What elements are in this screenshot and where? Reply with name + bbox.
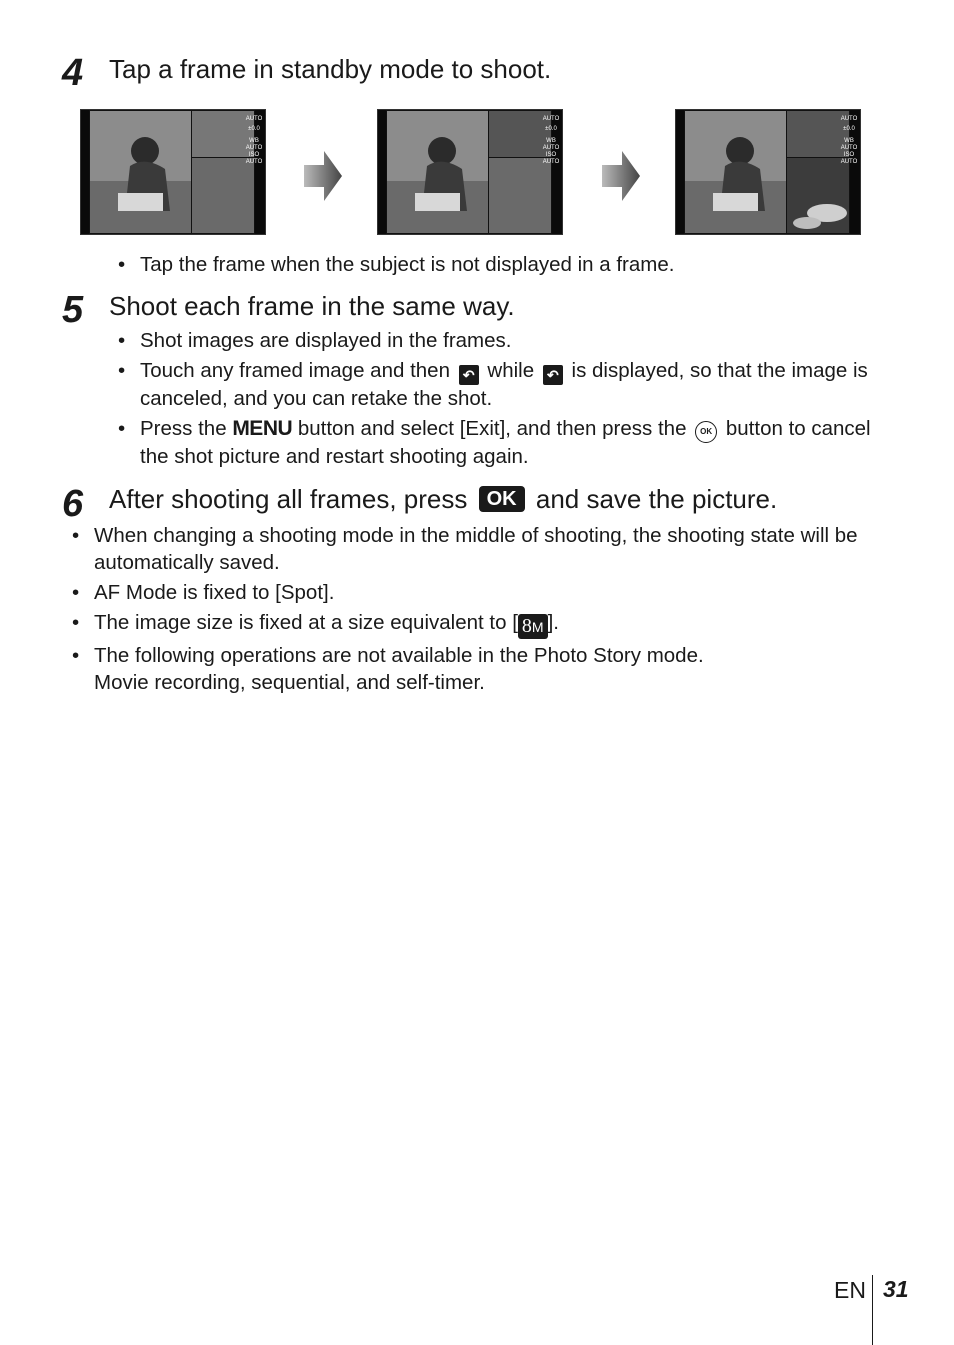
notes-list (72, 522, 872, 699)
step-5-bullets (118, 327, 888, 473)
girl-photo (387, 111, 488, 233)
undo-icon: ↶ (459, 365, 479, 385)
ok-button-icon: OK (695, 421, 717, 443)
footer-divider (872, 1275, 873, 1345)
flash-auto-indicator: AUTO (840, 116, 858, 122)
girl-photo (90, 111, 191, 233)
list-item (118, 415, 888, 470)
flash-auto-indicator: AUTO (245, 116, 263, 122)
text-fragment: while (487, 359, 535, 382)
ok-button-icon: OK (479, 486, 525, 512)
text-fragment: ]. (547, 611, 559, 634)
text-fragment: Touch any framed image and then (140, 359, 450, 382)
step-6-title (109, 484, 777, 515)
wb-indicator: WB AUTO (840, 138, 858, 151)
flash-auto-indicator: AUTO (542, 116, 560, 122)
camera-screen-2 (377, 109, 563, 235)
list-item: • When changing a shooting mode in the middle of shooting, the shooting state will be automatically saved. (72, 522, 872, 576)
list-item (118, 357, 888, 412)
text-fragment: is displayed, so that the image is canceled, and you can retake the shot. (140, 359, 868, 410)
size-unit: M (531, 619, 544, 635)
image-size-8m-icon (518, 614, 548, 639)
wb-indicator: WB AUTO (245, 138, 263, 151)
girl-photo (685, 111, 786, 233)
iso-indicator: ISO AUTO (840, 152, 858, 165)
menu-button-label: MENU (232, 417, 293, 440)
undo-icon: ↶ (543, 365, 563, 385)
text-fragment: After shooting all frames, press (109, 484, 468, 514)
text-fragment: button to cancel the shot picture and restart shooting again. (140, 417, 871, 468)
step-4-bullets (118, 251, 878, 281)
list-item (72, 642, 872, 696)
list-item: • Shot images are displayed in the frames. (118, 327, 888, 354)
text-line: • The following operations are not available in the Photo Story mode. (94, 644, 704, 667)
sky-photo (787, 158, 849, 233)
camera-screen-3 (675, 109, 861, 235)
step-6-number: 6 (62, 483, 84, 525)
exposure-indicator: ±0.0 (843, 126, 855, 132)
text-fragment: and save the picture. (535, 484, 778, 514)
arrow-right-icon (600, 151, 640, 201)
step-4-number: 4 (62, 52, 84, 94)
list-item: • Tap the frame when the subject is not displayed in a frame. (118, 251, 878, 278)
language-label: EN (834, 1277, 866, 1303)
text-fragment: button and select [Exit], and then press the (297, 417, 687, 440)
text-fragment: Press the (140, 417, 227, 440)
step-5-title: Shoot each frame in the same way. (109, 291, 515, 321)
step-5-number: 5 (62, 289, 84, 331)
iso-indicator: ISO AUTO (542, 152, 560, 165)
size-number: 8 (521, 615, 532, 637)
list-item: • AF Mode is fixed to [Spot]. (72, 579, 872, 606)
arrow-right-icon (302, 151, 342, 201)
text-fragment: The image size is fixed at a size equivalent to [ (94, 611, 518, 634)
text-line: Movie recording, sequential, and self-timer. (94, 671, 485, 694)
list-item (72, 609, 872, 639)
step-4-title: Tap a frame in standby mode to shoot. (109, 54, 552, 84)
exposure-indicator: ±0.0 (545, 126, 557, 132)
exposure-indicator: ±0.0 (248, 126, 260, 132)
page-number: 31 (883, 1276, 909, 1302)
wb-indicator: WB AUTO (542, 138, 560, 151)
camera-screen-1 (80, 109, 266, 235)
iso-indicator: ISO AUTO (245, 152, 263, 165)
